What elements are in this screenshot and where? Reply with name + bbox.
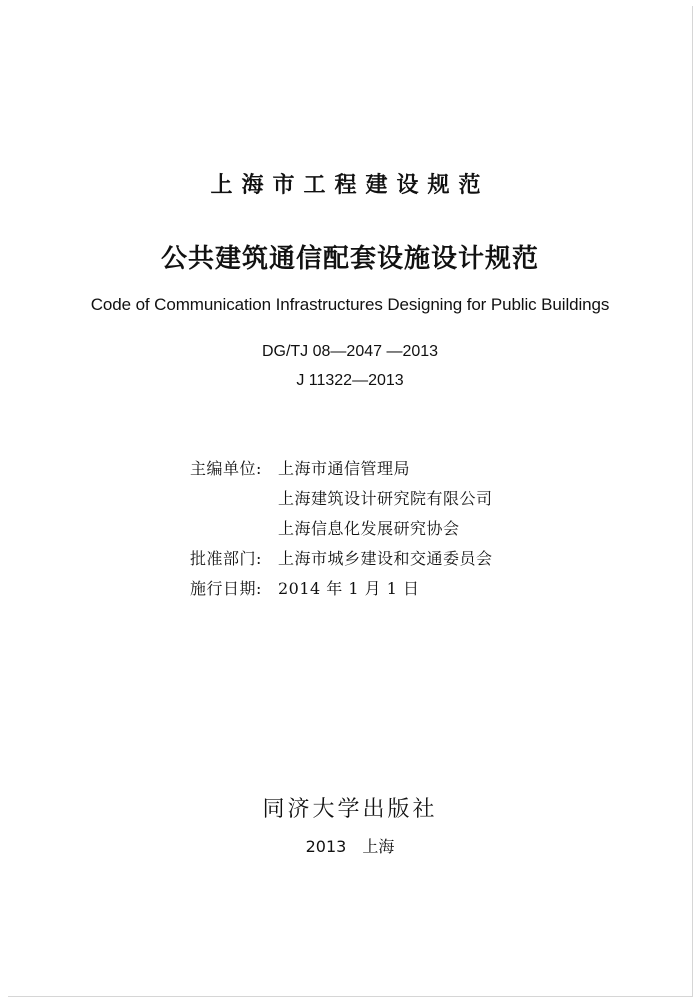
info-value: 2014 年 1 月 1 日 <box>278 579 420 598</box>
standard-code-number: DG/TJ 08—2047 —2013 <box>261 343 439 360</box>
info-label <box>190 514 278 544</box>
info-value: 上海建筑设计研究院有限公司 <box>278 489 493 508</box>
title-chinese: 公共建筑通信配套设施设计规范 <box>160 244 539 274</box>
publisher-name: 同济大学出版社 <box>262 797 438 822</box>
info-value: 上海市通信管理局 <box>278 459 411 478</box>
info-value: 上海信息化发展研究协会 <box>278 519 460 538</box>
document-page <box>8 6 693 997</box>
info-label <box>190 484 278 514</box>
info-row-effective-date <box>190 574 493 604</box>
info-label: 施行日期: <box>190 579 262 598</box>
info-block <box>190 454 493 604</box>
info-row-co-editor <box>190 484 493 514</box>
info-row-chief-editor <box>190 454 493 484</box>
info-value: 上海市城乡建设和交通委员会 <box>278 549 493 568</box>
info-row-co-editor <box>190 514 493 544</box>
info-label: 主编单位: <box>190 459 262 478</box>
publication-year-place: 2013 上海 <box>305 837 395 856</box>
standard-series: 上海市工程建设规范 <box>210 173 490 198</box>
record-number: J 11322—2013 <box>296 372 404 389</box>
info-label: 批准部门: <box>190 549 262 568</box>
info-row-approving-dept <box>190 544 493 574</box>
title-english: Code of Communication Infrastructures Designing for Public Buildings <box>90 295 610 314</box>
